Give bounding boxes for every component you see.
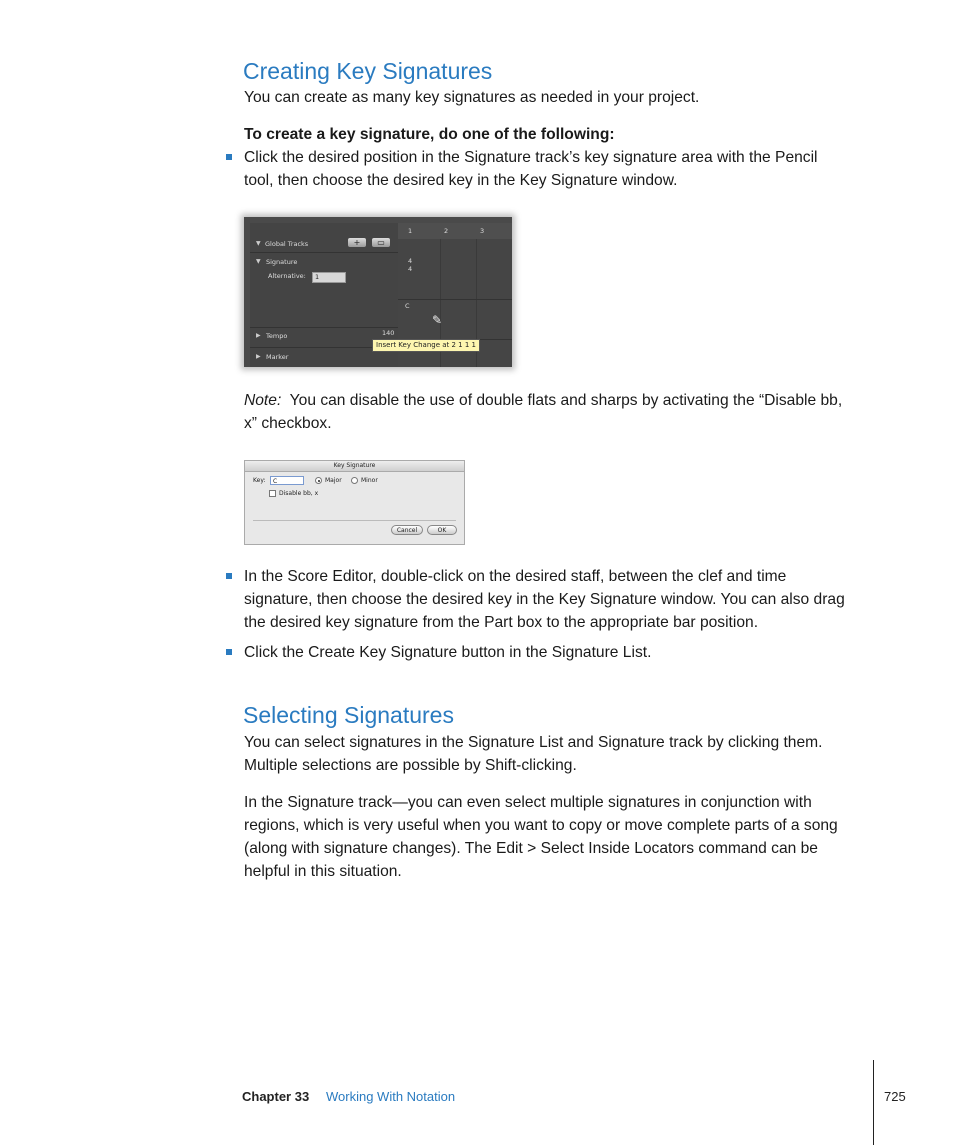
minor-radio[interactable] xyxy=(351,477,358,484)
tempo-track-label: Tempo xyxy=(266,332,288,340)
divider xyxy=(253,520,456,521)
divider xyxy=(250,252,398,253)
bar-number: 3 xyxy=(480,227,485,235)
bar-number: 1 xyxy=(408,227,413,235)
minor-label: Minor xyxy=(361,477,378,484)
time-signature-denominator: 4 xyxy=(408,265,413,273)
key-label: Key: xyxy=(253,477,266,484)
time-signature-numerator: 4 xyxy=(408,257,413,265)
paragraph-1-line-2: Multiple selections are possible by Shift-clicking. xyxy=(244,757,577,774)
disable-label: Disable bb, x xyxy=(279,490,319,497)
major-label: Major xyxy=(325,477,342,484)
page-number: 725 xyxy=(884,1089,906,1104)
alternative-label: Alternative: xyxy=(268,272,306,280)
add-track-button[interactable]: + xyxy=(348,238,366,247)
note-line-2: x” checkbox. xyxy=(244,415,332,432)
alternative-field[interactable]: 1 xyxy=(312,272,346,283)
bullet-2-line-1: In the Score Editor, double-click on the desired staff, between the clef and time xyxy=(244,568,787,585)
disclosure-triangle-closed-icon: ▶ xyxy=(256,332,261,339)
bullet-1-line-1: Click the desired position in the Signature track’s key signature area with the Pencil xyxy=(244,149,818,166)
section-heading-creating-key-signatures: Creating Key Signatures xyxy=(243,58,493,84)
footer-chapter-title: Working With Notation xyxy=(326,1089,456,1104)
bullet-2-line-2: signature, then choose the desired key in the Key Signature window. You can also drag xyxy=(244,591,845,608)
paragraph-2-line-2: regions, which is very useful when you want to copy or move complete parts of a song xyxy=(244,817,838,834)
section-heading-selecting-signatures: Selecting Signatures xyxy=(243,702,454,728)
marker-track-label: Marker xyxy=(266,353,289,361)
major-radio[interactable] xyxy=(315,477,322,484)
footer-divider xyxy=(873,1060,874,1145)
cancel-button[interactable]: Cancel xyxy=(391,525,423,535)
ok-button[interactable]: OK xyxy=(427,525,457,535)
disclosure-triangle-open-icon: ▼ xyxy=(256,240,261,247)
tooltip: Insert Key Change at 2 1 1 1 xyxy=(372,339,480,352)
key-signature-label: C xyxy=(405,302,410,310)
paragraph-2-line-1: In the Signature track—you can even select multiple signatures in conjunction with xyxy=(244,794,812,811)
disable-checkbox[interactable] xyxy=(269,490,276,497)
bar-ruler[interactable] xyxy=(398,223,512,240)
note-label: Note: xyxy=(244,392,282,409)
window-title: Key Signature xyxy=(245,461,464,472)
bullet-marker xyxy=(226,573,232,579)
signature-track-label: Signature xyxy=(266,258,298,266)
grid-line xyxy=(398,299,512,300)
bar-number: 2 xyxy=(444,227,449,235)
key-select[interactable] xyxy=(270,476,304,485)
folder-icon: ▭ xyxy=(377,238,385,247)
paragraph-2-line-4: helpful in this situation. xyxy=(244,863,402,880)
note-line-1 xyxy=(244,389,842,412)
bullet-2-line-3: the desired key signature from the Part box to the appropriate bar position. xyxy=(244,614,759,631)
note-text: You can disable the use of double flats and sharps by activating the “Disable bb, xyxy=(289,392,843,409)
paragraph-2-line-3: (along with signature changes). The Edit > Select Inside Locators command can be xyxy=(244,840,818,857)
tempo-value: 140 xyxy=(382,329,395,337)
footer-chapter: Chapter 33 xyxy=(242,1089,310,1104)
signature-track-screenshot xyxy=(244,217,512,367)
divider xyxy=(250,327,398,328)
disclosure-triangle-open-icon: ▼ xyxy=(256,258,261,265)
bullet-1-line-2: tool, then choose the desired key in the Key Signature window. xyxy=(244,172,678,189)
bullet-marker xyxy=(226,154,232,160)
disclosure-triangle-closed-icon: ▶ xyxy=(256,353,261,360)
track-options-button[interactable] xyxy=(372,238,390,247)
pencil-icon: ✎ xyxy=(432,313,443,327)
intro-paragraph: You can create as many key signatures as needed in your project. xyxy=(244,89,700,106)
bullet-marker xyxy=(226,649,232,655)
key-signature-window xyxy=(244,460,465,545)
key-value: C xyxy=(273,478,278,485)
bullet-3: Click the Create Key Signature button in the Signature List. xyxy=(244,644,652,661)
instruction-heading: To create a key signature, do one of the following: xyxy=(244,126,615,143)
global-tracks-label: Global Tracks xyxy=(265,240,309,248)
paragraph-1-line-1: You can select signatures in the Signature List and Signature track by clicking them. xyxy=(244,734,823,751)
